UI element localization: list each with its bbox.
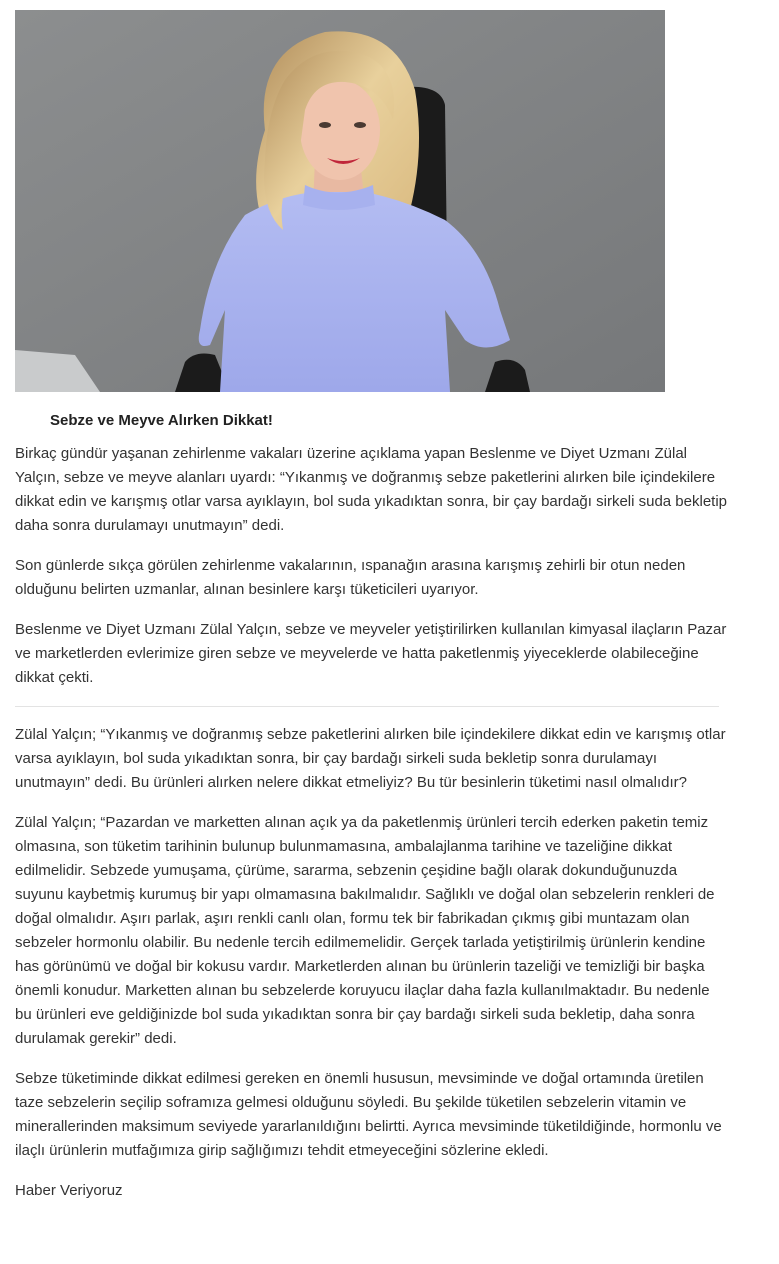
article-subtitle: Sebze ve Meyve Alırken Dikkat! (50, 412, 273, 429)
portrait-icon (15, 10, 665, 392)
article-paragraph: Zülal Yalçın; “Yıkanmış ve doğranmış sebze paketlerini alırken bile içindekilere dikkat edin ve karışmış otlar varsa ayıklayın, bol suda yıkadıktan sonra, bir çay bardağı sirkeli suda bekletip sonra durulamayı unutmayın” dedi. Bu ürünleri alırken nelere dikkat etmeliyiz? Bu tür besinlerin tüketimi nasıl olmalıdır? (15, 726, 726, 791)
article-paragraph: Sebze tüketiminde dikkat edilmesi gereken en önemli hususun, mevsiminde ve doğal ortamında üretilen taze sebzelerin seçilip soframıza gelmesi olduğunu söyledi. Bu şekilde tüketilen sebzelerin vitamin ve minerallerinden maksimum seviyede yararlanıldığını belirtti. Ayrıca mevsiminde tüketildiğinde, hormonlu ve ilaçlı ürünlerin mutfağımıza girip sağlığımızı tehdit etmeyeceğini sözlerine ekledi. (15, 1070, 722, 1159)
article-source: Haber Veriyoruz (15, 1182, 123, 1199)
divider (15, 706, 719, 707)
article-paragraph: Beslenme ve Diyet Uzmanı Zülal Yalçın, sebze ve meyveler yetiştirilirken kullanılan kimyasal ilaçların Pazar ve marketlerden evlerimize giren sebze ve meyvelerde ve hatta paketlenmiş yiyeceklerde olabileceğine dikkat çekti. (15, 621, 727, 686)
article-photo (15, 10, 665, 392)
article-paragraph: Son günlerde sıkça görülen zehirlenme vakalarının, ıspanağın arasına karışmış zehirli bir otun neden olduğunu belirten uzmanlar, alınan besinlere karşı tüketicileri uyarıyor. (15, 557, 686, 598)
article-body (15, 442, 727, 1219)
article-paragraph: Birkaç gündür yaşanan zehirlenme vakaları üzerine açıklama yapan Beslenme ve Diyet Uzmanı Zülal Yalçın, sebze ve meyve alanları uyardı: “Yıkanmış ve doğranmış sebze paketlerini alırken bile içindekilere dikkat edin ve karışmış otlar varsa ayıklayın, bol suda yıkadıktan sonra, bir çay bardağı sirkeli suda bekletip daha sonra durulamayı unutmayın” dedi. (15, 445, 728, 534)
article-paragraph: Zülal Yalçın; “Pazardan ve marketten alınan açık ya da paketlenmiş ürünleri tercih ederken paketin temiz olmasına, son tüketim tarihinin bulunup bulunmamasına, ambalajlanma tarihine ve tazeliğine dikkat edilmelidir. Sebzede yumuşama, çürüme, sararma, sebzenin çeşidine bağlı olarak dokunduğunuzda suyunu kaybetmiş kurumuş bir yapı olmamasına bakılmalıdır. Sağlıklı ve doğal olan sebzelerin renkleri de doğal olmalıdır. Aşırı parlak, aşırı renkli canlı olan, formu tek bir fabrikadan çıkmış gibi muntazam olan sebzeler hormonlu olabilir. Bu nedenle tercih edilmemelidir. Gerçek tarlada yetiştirilmiş ürünlerin kendine has görünümü ve doğal bir kokusu vardır. Marketlerden alınan bu ürünlerin tazeliği ve temizliği bir başka önemli konudur. Marketten alınan bu sebzelerde koruyucu ilaçlar daha fazla kullanılmaktadır. Bu nedenle bu ürünleri eve geldiğinizde bol suda yıkadıktan sonra bir çay bardağı sirkeli suda bekletip, daha sonra durulamak gerekir” dedi. (15, 814, 715, 1047)
